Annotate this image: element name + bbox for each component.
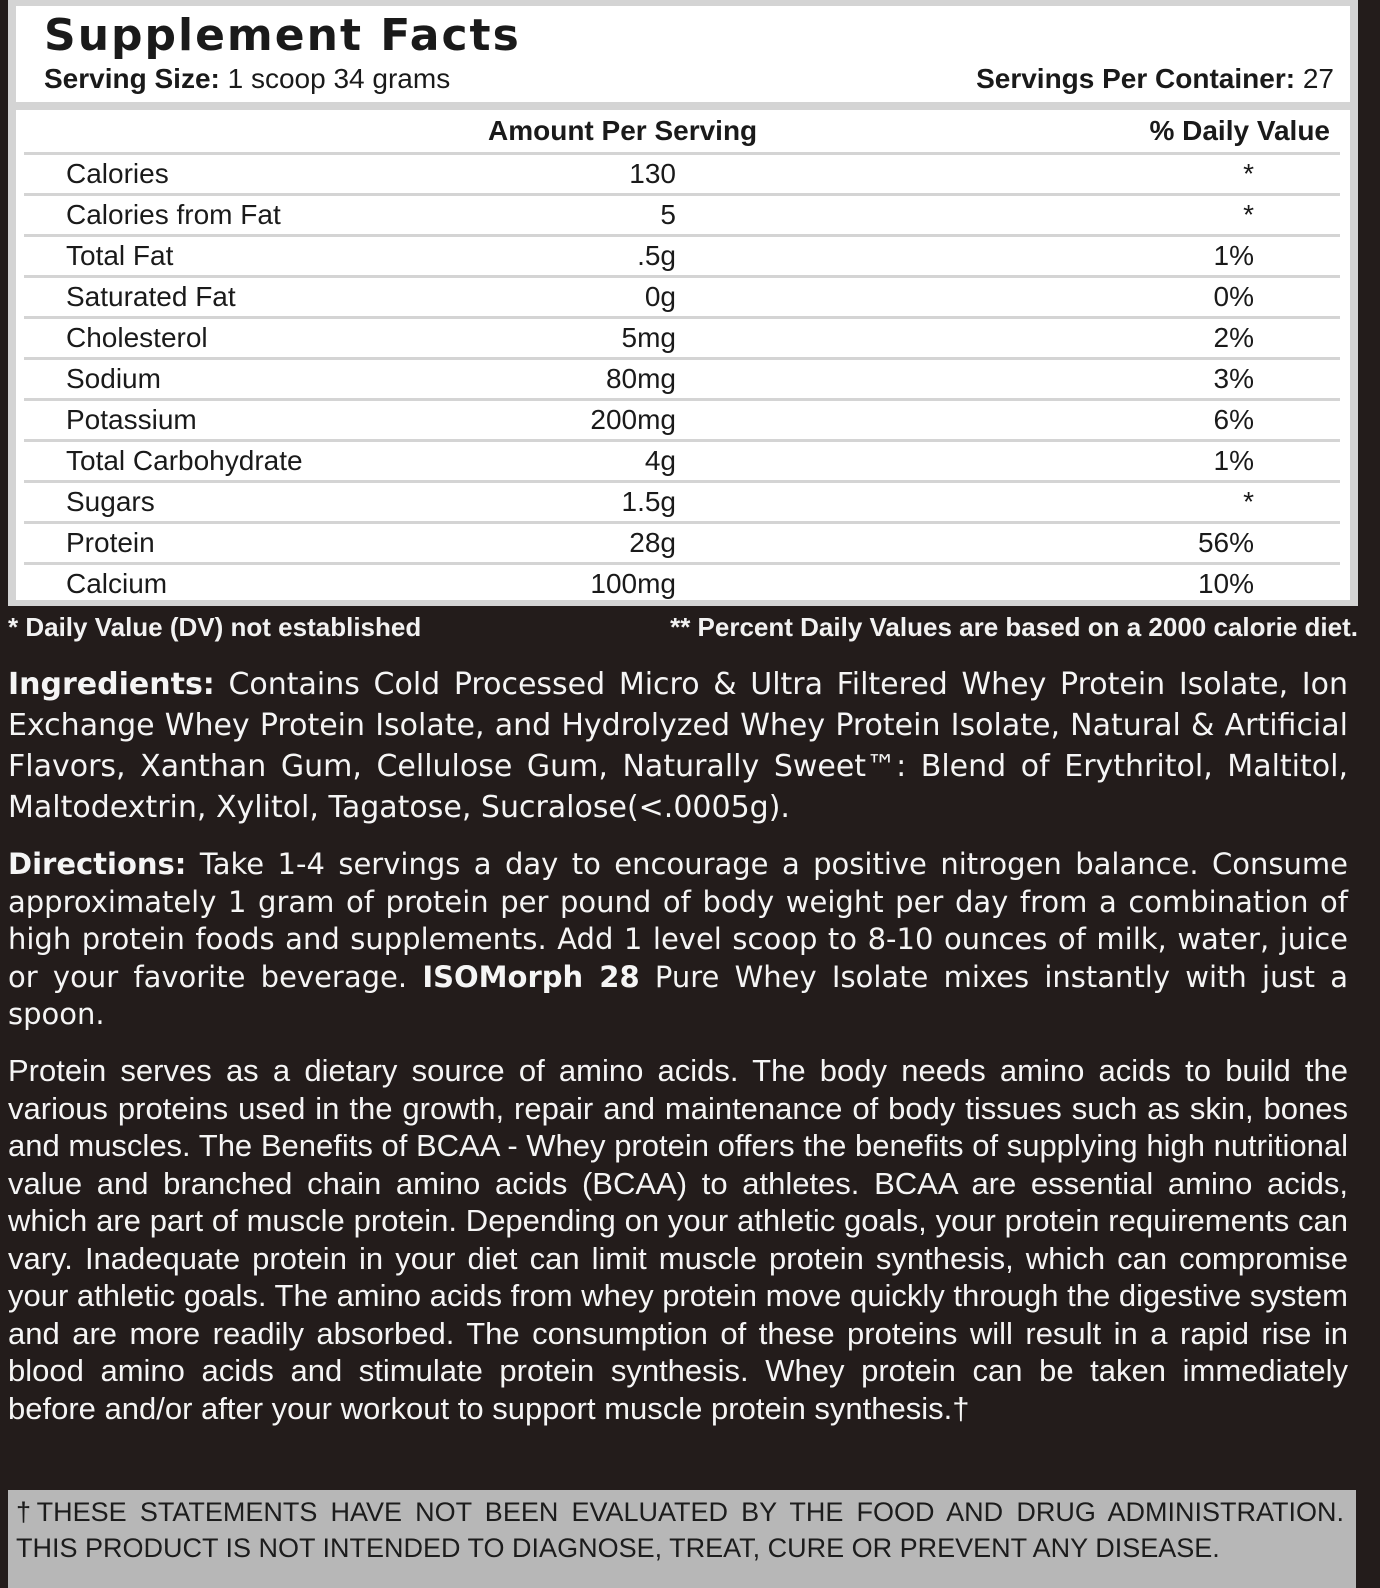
- nutrient-daily-value: 0%: [1213, 281, 1254, 312]
- nutrient-daily-value: 10%: [1197, 568, 1254, 599]
- nutrient-name: Sodium: [66, 363, 161, 394]
- nutrient-daily-value: 1%: [1213, 445, 1254, 476]
- table-row: [24, 319, 1340, 360]
- nutrient-daily-value: 6%: [1213, 404, 1254, 435]
- nutrient-name: Total Fat: [66, 240, 174, 271]
- product-name: ISOMorph 28: [422, 959, 640, 994]
- ingredients-label: Ingredients:: [8, 667, 215, 702]
- table-row: [24, 196, 1340, 237]
- table-row: [24, 442, 1340, 483]
- ingredients-paragraph: [8, 664, 1348, 828]
- facts-title: Supplement Facts: [44, 10, 521, 61]
- servings-per-container-label: Servings Per Container:: [976, 63, 1296, 94]
- directions-paragraph: [8, 846, 1348, 1034]
- servings-per-container: [976, 62, 1334, 96]
- nutrient-name: Potassium: [66, 404, 197, 435]
- nutrient-amount: .5g: [637, 240, 676, 271]
- nutrient-amount: 1.5g: [621, 486, 676, 517]
- nutrient-rows: [24, 155, 1340, 603]
- serving-size-label: Serving Size:: [44, 63, 220, 94]
- nutrient-name: Protein: [66, 527, 155, 558]
- nutrient-amount: 130: [629, 158, 676, 189]
- nutrient-name: Calcium: [66, 568, 168, 599]
- table-row: [24, 237, 1340, 278]
- nutrient-amount: 200mg: [590, 404, 676, 435]
- serving-size: [44, 62, 450, 96]
- nutrient-name: Sugars: [66, 486, 155, 517]
- table-header: [24, 110, 1340, 155]
- nutrient-daily-value: *: [1243, 158, 1254, 189]
- nutrient-amount: 80mg: [605, 363, 676, 394]
- nutrient-daily-value: 2%: [1213, 322, 1254, 353]
- nutrient-amount: 5mg: [621, 322, 676, 353]
- nutrient-daily-value: 56%: [1197, 527, 1254, 558]
- nutrient-name: Saturated Fat: [66, 281, 236, 312]
- table-row: [24, 360, 1340, 401]
- nutrient-name: Calories from Fat: [66, 199, 281, 230]
- nutrient-daily-value: *: [1243, 199, 1254, 230]
- supplement-facts-panel: [8, 0, 1358, 606]
- footnotes: [8, 612, 1358, 643]
- nutrient-amount: 0g: [644, 281, 676, 312]
- supplement-facts-inner: [16, 6, 1350, 600]
- nutrient-amount: 28g: [629, 527, 676, 558]
- ingredients-text: Contains Cold Processed Micro & Ultra Filtered Whey Protein Isolate, Ion Exchange Whey Protein Isolate, and Hydrolyzed Whey Protein Isolate, Natural & Artificial Flavors, Xanthan Gum, Cellulose Gum, Naturally Sweet™: Blend of Erythritol, Maltitol, Maltodextrin, Xylitol, Tagatose, Sucralose(<.0005g).: [8, 667, 1348, 825]
- nutrient-daily-value: 3%: [1213, 363, 1254, 394]
- nutrient-amount: 100mg: [590, 568, 676, 599]
- table-row: [24, 483, 1340, 524]
- directions-label: Directions:: [8, 847, 187, 881]
- nutrient-daily-value: *: [1243, 486, 1254, 517]
- serving-size-value: 1 scoop 34 grams: [227, 63, 451, 94]
- nutrient-name: Total Carbohydrate: [66, 445, 303, 476]
- header-daily-value: % Daily Value: [1149, 115, 1330, 146]
- protein-info-paragraph: Protein serves as a dietary source of amino acids. The body needs amino acids to build the various proteins used in the growth, repair and maintenance of body tissues such as skin, bones and muscles. The Benefits of BCAA - Whey protein offers the benefits of supplying high nutritional value and branched chain amino acids (BCAA) to athletes. BCAA are essential amino acids, which are part of muscle protein. Depending on your athletic goals, your protein requirements can vary. Inadequate protein in your diet can limit muscle protein synthesis, which can compromise your athletic goals. The amino acids from whey protein move quickly through the digestive system and are more readily absorbed. The consumption of these proteins will result in a rapid rise in blood amino acids and stimulate protein synthesis. Whey protein can be taken immediately before and/or after your workout to support muscle protein synthesis.†: [8, 1053, 1348, 1426]
- footnote-dv-not-established: * Daily Value (DV) not established: [8, 612, 422, 642]
- serving-info: [44, 62, 1334, 96]
- directions-text-before: Take 1-4 servings a day to encourage a positive nitrogen balance. Consume approximately 1 gram of protein per pound of body weight per day from a combination of high protein foods and supplements. Add 1 level scoop to 8-10 ounces of milk, water, juice or your favorite beverage.: [8, 847, 1348, 994]
- nutrient-table: [24, 110, 1340, 603]
- nutrient-amount: 4g: [644, 445, 676, 476]
- header-amount: Amount Per Serving: [488, 115, 758, 146]
- table-row: [24, 401, 1340, 442]
- nutrient-name: Cholesterol: [66, 322, 208, 353]
- directions-text-after: Pure Whey Isolate mixes instantly with just a spoon.: [8, 959, 1348, 1031]
- servings-per-container-value: 27: [1302, 63, 1334, 94]
- fda-disclaimer: †THESE STATEMENTS HAVE NOT BEEN EVALUATED BY THE FOOD AND DRUG ADMINISTRATION. THIS PRODUCT IS NOT INTENDED TO DIAGNOSE, TREAT, CURE OR PREVENT ANY DISEASE.: [8, 1490, 1356, 1588]
- table-row: [24, 278, 1340, 319]
- table-row: [24, 524, 1340, 565]
- nutrient-name: Calories: [66, 158, 169, 189]
- nutrient-daily-value: 1%: [1213, 240, 1254, 271]
- table-row: [24, 155, 1340, 196]
- footnote-percent-dv: ** Percent Daily Values are based on a 2000 calorie diet.: [670, 612, 1358, 642]
- nutrient-amount: 5: [660, 199, 676, 230]
- table-row: [24, 565, 1340, 603]
- divider: [16, 102, 1350, 110]
